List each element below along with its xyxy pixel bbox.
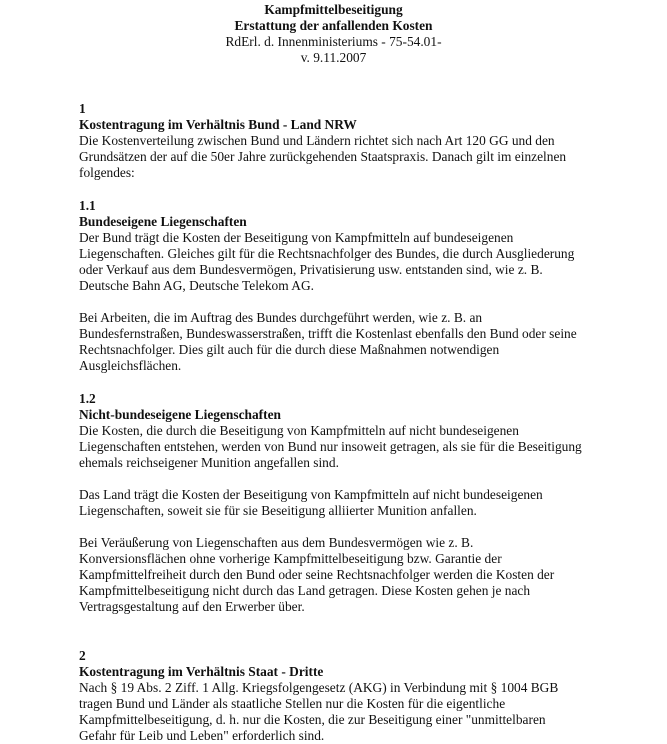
text-line: Nach § 19 Abs. 2 Ziff. 1 Allg. Kriegsfolgengesetz (AKG) in Verbindung mit § 1004 BGB (79, 680, 559, 695)
section-1-2 (79, 391, 639, 615)
text-line: Grundsätzen der auf die 50er Jahre zurückgehenden Staatspraxis. Danach gilt im einzelnen (79, 149, 567, 164)
section-heading: Kostentragung im Verhältnis Bund - Land NRW (79, 117, 357, 132)
text-line: Kampfmittelfreiheit durch den Bund oder seine Rechtsnachfolger werden die Kosten der (79, 567, 555, 582)
text-line: Liegenschaften, soweit sie für sie Beseitigung alliierter Munition anfallen. (79, 503, 477, 518)
section-1 (79, 101, 639, 181)
text-line: tragen Bund und Länder als staatliche Stellen nur die Kosten für die eigentliche (79, 696, 506, 711)
text-line: Der Bund trägt die Kosten der Beseitigung von Kampfmitteln auf bundeseigenen (79, 230, 514, 245)
paragraph (79, 487, 639, 519)
text-line: Gefahr für Leib und Leben" erforderlich sind. (79, 728, 325, 743)
section-2 (79, 648, 639, 744)
text-line: Die Kosten, die durch die Beseitigung von Kampfmitteln auf nicht bundeseigenen (79, 423, 519, 438)
paragraph (79, 535, 639, 615)
text-line: oder Verkauf aus dem Bundesvermögen, Privatisierung usw. entstanden sind, wie z. B. (79, 262, 543, 277)
text-line: folgendes: (79, 165, 135, 180)
text-line: Kampfmittelbeseitigung nicht durch das Land getragen. Diese Kosten gehen je nach (79, 583, 531, 598)
text-line: Das Land trägt die Kosten der Beseitigung von Kampfmitteln auf nicht bundeseigenen (79, 487, 543, 502)
document-title: Kampfmittelbeseitigung (264, 2, 403, 17)
text-line: ehemals reichseigener Munition angefallen sind. (79, 455, 339, 470)
text-line: Konversionsflächen ohne vorherige Kampfmittelbeseitigung bzw. Garantie der (79, 551, 502, 566)
section-number: 1 (79, 101, 86, 116)
text-line: Ausgleichsflächen. (79, 358, 182, 373)
document-subtitle: Erstattung der anfallenden Kosten (234, 18, 433, 33)
section-heading: Kostentragung im Verhältnis Staat - Dritte (79, 664, 324, 679)
text-line: Bundesfernstraßen, Bundeswasserstraßen, trifft die Kostenlast ebenfalls den Bund oder seine (79, 326, 577, 341)
section-heading: Bundeseigene Liegenschaften (79, 214, 247, 229)
section-number: 1.1 (79, 198, 96, 213)
text-line: Die Kostenverteilung zwischen Bund und Ländern richtet sich nach Art 120 GG und den (79, 133, 555, 148)
section-1-1 (79, 198, 639, 374)
text-line: Kampfmittelbeseitigung, d. h. nur die Kosten, die zur Beseitigung einer "unmittelbaren (79, 712, 546, 727)
section-number: 2 (79, 648, 86, 663)
paragraph (79, 310, 639, 374)
section-number: 1.2 (79, 391, 96, 406)
document-header (0, 2, 667, 66)
text-line: Liegenschaften. Gleiches gilt für die Rechtsnachfolger des Bundes, die durch Ausgliederung (79, 246, 575, 261)
document-date: v. 9.11.2007 (300, 50, 367, 65)
text-line: Deutsche Bahn AG, Deutsche Telekom AG. (79, 278, 314, 293)
text-line: Bei Arbeiten, die im Auftrag des Bundes durchgeführt werden, wie z. B. an (79, 310, 483, 325)
text-line: Vertragsgestaltung auf den Erwerber über. (79, 599, 305, 614)
paragraph (79, 230, 639, 294)
section-heading: Nicht-bundeseigene Liegenschaften (79, 407, 281, 422)
paragraph (79, 680, 639, 744)
text-line: Bei Veräußerung von Liegenschaften aus dem Bundesvermögen wie z. B. (79, 535, 474, 550)
document-body (79, 101, 639, 744)
text-line: Rechtsnachfolger. Dies gilt auch für die durch diese Maßnahmen notwendigen (79, 342, 500, 357)
document-reference: RdErl. d. Innenministeriums - 75-54.01- (225, 34, 442, 49)
paragraph (79, 423, 639, 471)
paragraph (79, 133, 639, 181)
text-line: Liegenschaften entstehen, werden von Bund nur insoweit getragen, als sie für die Beseitigung (79, 439, 582, 454)
